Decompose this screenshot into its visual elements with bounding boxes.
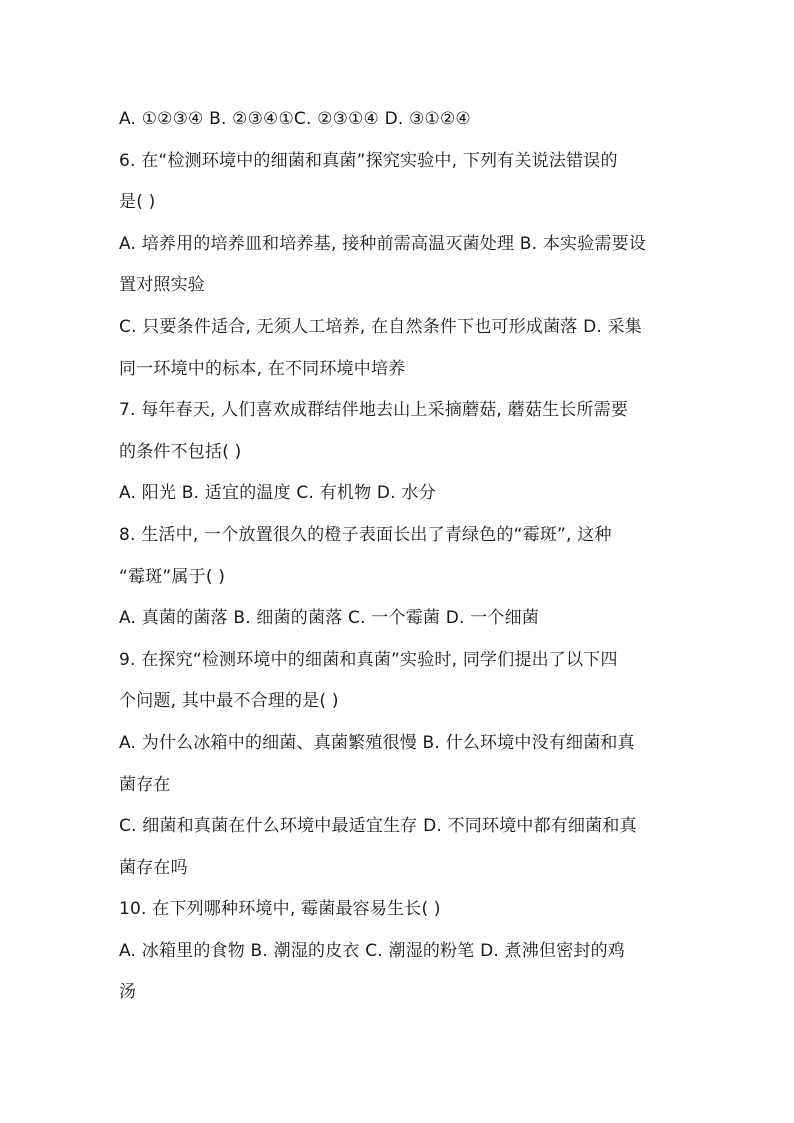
q10-options-line-2: 汤 (119, 982, 137, 1003)
q9-option-cd-line-1: C. 细菌和真菌在什么环境中最适宜生存 D. 不同环境中都有细菌和真 (119, 816, 637, 837)
q7-options-line: A. 阳光 B. 适宜的温度 C. 有机物 D. 水分 (119, 483, 436, 504)
q10-stem-line: 10. 在下列哪种环境中, 霉菌最容易生长( ) (119, 899, 441, 920)
q8-stem-line-2: “霉斑”属于( ) (119, 566, 226, 587)
q6-option-ab-line-1: A. 培养用的培养皿和培养基, 接种前需高温灭菌处理 B. 本实验需要设 (119, 233, 647, 254)
q7-stem-line-1: 7. 每年春天, 人们喜欢成群结伴地去山上采摘蘑菇, 蘑菇生长所需要 (119, 400, 629, 421)
q7-stem-line-2: 的条件不包括( ) (119, 441, 242, 462)
q6-option-ab-line-2: 置对照实验 (119, 275, 205, 296)
q8-options-line: A. 真菌的菌落 B. 细菌的菌落 C. 一个霉菌 D. 一个细菌 (119, 608, 539, 629)
q6-stem-line-2: 是( ) (119, 192, 156, 213)
q9-option-cd-line-2: 菌存在吗 (119, 857, 188, 878)
q10-options-line-1: A. 冰箱里的食物 B. 潮湿的皮衣 C. 潮湿的粉笔 D. 煮沸但密封的鸡 (119, 940, 625, 961)
q8-stem-line-1: 8. 生活中, 一个放置很久的橙子表面长出了青绿色的“霉斑”, 这种 (119, 524, 612, 545)
q9-option-ab-line-1: A. 为什么冰箱中的细菌、真菌繁殖很慢 B. 什么环境中没有细菌和真 (119, 732, 635, 753)
q6-option-cd-line-2: 同一环境中的标本, 在不同环境中培养 (119, 358, 406, 379)
question-text-block (119, 99, 679, 1014)
q6-stem-line-1: 6. 在“检测环境中的细菌和真菌”探究实验中, 下列有关说法错误的 (119, 150, 618, 171)
q6-option-cd-line-1: C. 只要条件适合, 无须人工培养, 在自然条件下也可形成菌落 D. 采集 (119, 316, 642, 337)
q9-option-ab-line-2: 菌存在 (119, 774, 171, 795)
q5-options-line: A. ①②③④ B. ②③④①C. ②③①④ D. ③①②④ (119, 109, 471, 129)
q9-stem-line-1: 9. 在探究“检测环境中的细菌和真菌”实验时, 同学们提出了以下四 (119, 649, 618, 670)
q9-stem-line-2: 个问题, 其中最不合理的是( ) (119, 691, 339, 712)
